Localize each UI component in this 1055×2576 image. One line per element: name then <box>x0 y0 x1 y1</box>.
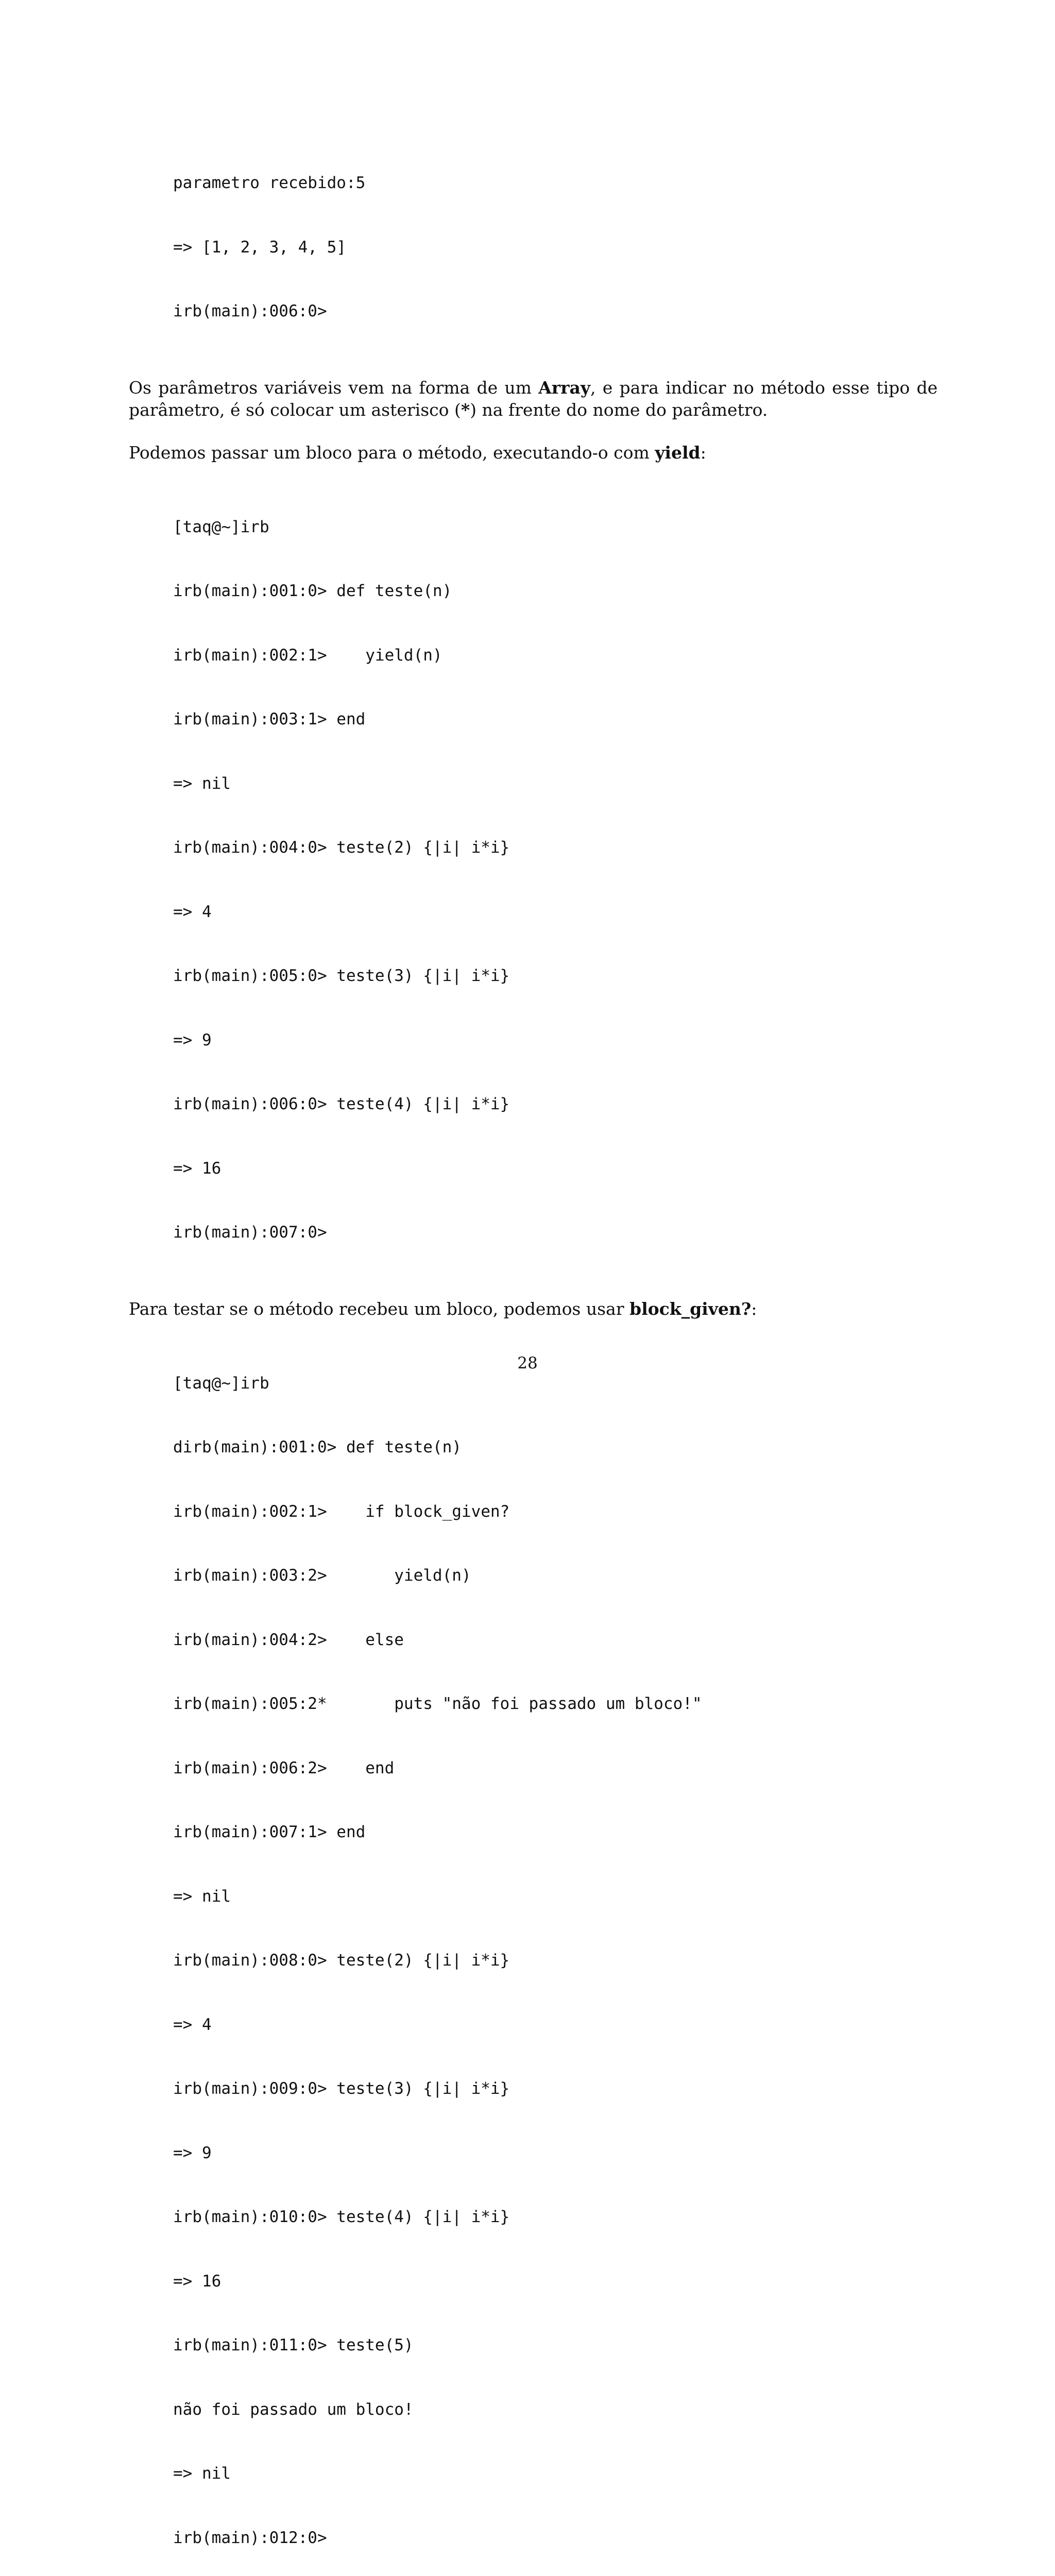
code-line: => 9 <box>173 1030 938 1052</box>
code-line: => 4 <box>173 902 938 923</box>
code-line: => 16 <box>173 2271 938 2293</box>
code-line: [taq@~]irb <box>173 517 938 538</box>
code-line: irb(main):003:1> end <box>173 709 938 731</box>
paragraph-variable-params: Os parâmetros variáveis vem na forma de um Array, e para indicar no método esse tipo de parâmetro, é só colocar um asterisco (*) na frente do nome do parâmetro. <box>129 377 938 421</box>
code-line: irb(main):002:1> if block_given? <box>173 1501 938 1523</box>
code-block-2 <box>173 474 938 1286</box>
code-line: parametro recebido:5 <box>173 173 938 194</box>
code-line: irb(main):001:0> def teste(n) <box>173 581 938 602</box>
paragraph-block-given: Para testar se o método recebeu um bloco, podemos usar block_given?: <box>129 1298 938 1320</box>
code-line: irb(main):009:0> teste(3) {|i| i*i} <box>173 2078 938 2100</box>
code-line: => 4 <box>173 2014 938 2036</box>
code-line: irb(main):004:0> teste(2) {|i| i*i} <box>173 837 938 859</box>
code-line: irb(main):008:0> teste(2) {|i| i*i} <box>173 1950 938 1972</box>
page-number: 28 <box>0 1354 1055 1372</box>
code-line: irb(main):012:0> <box>173 2528 938 2549</box>
code-line: irb(main):005:0> teste(3) {|i| i*i} <box>173 965 938 987</box>
code-line: irb(main):010:0> teste(4) {|i| i*i} <box>173 2207 938 2228</box>
code-line: irb(main):003:2> yield(n) <box>173 1565 938 1587</box>
code-line: irb(main):006:0> <box>173 301 938 323</box>
code-line: => nil <box>173 773 938 795</box>
paragraph-yield: Podemos passar um bloco para o método, executando-o com yield: <box>129 442 938 464</box>
code-line: irb(main):007:1> end <box>173 1822 938 1843</box>
code-line: => nil <box>173 2463 938 2485</box>
code-block-3 <box>173 1330 938 2576</box>
code-line: irb(main):002:1> yield(n) <box>173 645 938 667</box>
code-line: => 16 <box>173 1158 938 1180</box>
code-line: irb(main):006:0> teste(4) {|i| i*i} <box>173 1094 938 1115</box>
code-line: => 9 <box>173 2143 938 2164</box>
code-line: irb(main):004:2> else <box>173 1630 938 1651</box>
code-line: irb(main):011:0> teste(5) <box>173 2335 938 2357</box>
code-line: irb(main):005:2* puts "não foi passado um bloco!" <box>173 1693 938 1715</box>
code-line: irb(main):006:2> end <box>173 1758 938 1780</box>
page-content <box>129 130 938 2576</box>
code-line: dirb(main):001:0> def teste(n) <box>173 1437 938 1459</box>
code-line: => nil <box>173 1886 938 1908</box>
code-line: não foi passado um bloco! <box>173 2399 938 2421</box>
code-block-1 <box>173 130 938 365</box>
code-line: [taq@~]irb <box>173 1373 938 1395</box>
code-line: => [1, 2, 3, 4, 5] <box>173 237 938 259</box>
code-line: irb(main):007:0> <box>173 1222 938 1244</box>
